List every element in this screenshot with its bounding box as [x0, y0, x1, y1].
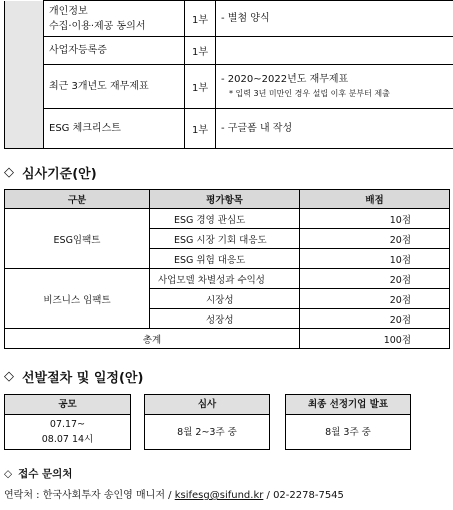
document-note	[216, 37, 453, 65]
procedure-step-announcement	[285, 394, 411, 450]
document-qty: 1부	[185, 37, 216, 65]
document-note: - 별첨 양식	[216, 1, 453, 37]
document-note: - 구글폼 내 작성	[216, 109, 453, 149]
procedure-step-title: 공모	[5, 395, 130, 415]
contact-section-title	[4, 466, 72, 481]
diamond-icon: ◇	[4, 165, 14, 180]
procedure-section-label: 선발절차 및 일정(안)	[22, 371, 144, 386]
criteria-table	[4, 189, 450, 349]
criteria-row	[5, 269, 450, 289]
item-cell: ESG 경영 관심도	[150, 209, 300, 229]
procedure-step-body	[5, 415, 130, 449]
document-row	[5, 109, 453, 149]
document-name: 최근 3개년도 재무제표	[44, 65, 185, 109]
item-cell: 사업모델 차별성과 수익성	[150, 269, 300, 289]
header-score: 배점	[300, 190, 450, 209]
total-label: 총계	[5, 329, 300, 349]
procedure-step-title: 심사	[145, 395, 269, 415]
diamond-icon: ◇	[4, 467, 13, 480]
document-name: 개인정보 수집·이용·제공 동의서	[44, 1, 185, 37]
document-row	[5, 37, 453, 65]
item-cell: ESG 시장 기회 대응도	[150, 229, 300, 249]
document-name: 사업자등록증	[44, 37, 185, 65]
category-cell: ESG임팩트	[5, 209, 150, 269]
procedure-section-title	[4, 367, 143, 386]
criteria-total-row	[5, 329, 450, 349]
criteria-section-label: 심사기준(안)	[22, 167, 97, 182]
item-cell: 성장성	[150, 309, 300, 329]
row-group-cell	[5, 1, 44, 149]
contact-info	[4, 486, 344, 501]
procedure-step-review	[144, 394, 270, 450]
contact-section-label: 접수 문의처	[18, 468, 73, 480]
procedure-step-application	[4, 394, 131, 450]
required-documents-table	[4, 0, 453, 149]
document-subnote: * 입력 3년 미만인 경우 설립 이후 분부터 제출	[229, 88, 390, 98]
procedure-step-body	[286, 415, 410, 449]
document-qty: 1부	[185, 109, 216, 149]
header-item: 평가항목	[150, 190, 300, 209]
item-cell: 시장성	[150, 289, 300, 309]
document-qty: 1부	[185, 1, 216, 37]
procedure-step-date: 8월 3주 중	[325, 426, 371, 438]
score-cell: 10점	[300, 209, 450, 229]
document-qty: 1부	[185, 65, 216, 109]
contact-email-link[interactable]: ksifesg@sifund.kr	[174, 490, 264, 501]
total-score: 100점	[300, 329, 450, 349]
document-name: ESG 체크리스트	[44, 109, 185, 149]
score-cell: 10점	[300, 249, 450, 269]
score-cell: 20점	[300, 229, 450, 249]
procedure-step-date: 8월 2~3주 중	[177, 426, 237, 438]
score-cell: 20점	[300, 269, 450, 289]
diamond-icon: ◇	[4, 369, 14, 384]
criteria-section-title	[4, 163, 97, 182]
score-cell: 20점	[300, 309, 450, 329]
header-category: 구분	[5, 190, 150, 209]
document-note: - 2020~2022년도 재무제표 * 입력 3년 미만인 경우 설립 이후 분부터 제출	[216, 65, 453, 109]
document-row	[5, 65, 453, 109]
procedure-step-title: 최종 선정기업 발표	[286, 395, 410, 415]
score-cell: 20점	[300, 289, 450, 309]
contact-phone: / 02-2278-7545	[263, 490, 344, 501]
procedure-step-date: 07.17~	[49, 419, 86, 430]
document-row	[5, 1, 453, 37]
procedure-step-date: 08.07 14시	[41, 434, 94, 445]
procedure-step-body	[145, 415, 269, 449]
contact-prefix: 연락처 : 한국사회투자 송인영 매니저 /	[4, 490, 175, 501]
category-cell: 비즈니스 임팩트	[5, 269, 150, 329]
criteria-header-row	[5, 190, 450, 209]
item-cell: ESG 위험 대응도	[150, 249, 300, 269]
criteria-row	[5, 209, 450, 229]
